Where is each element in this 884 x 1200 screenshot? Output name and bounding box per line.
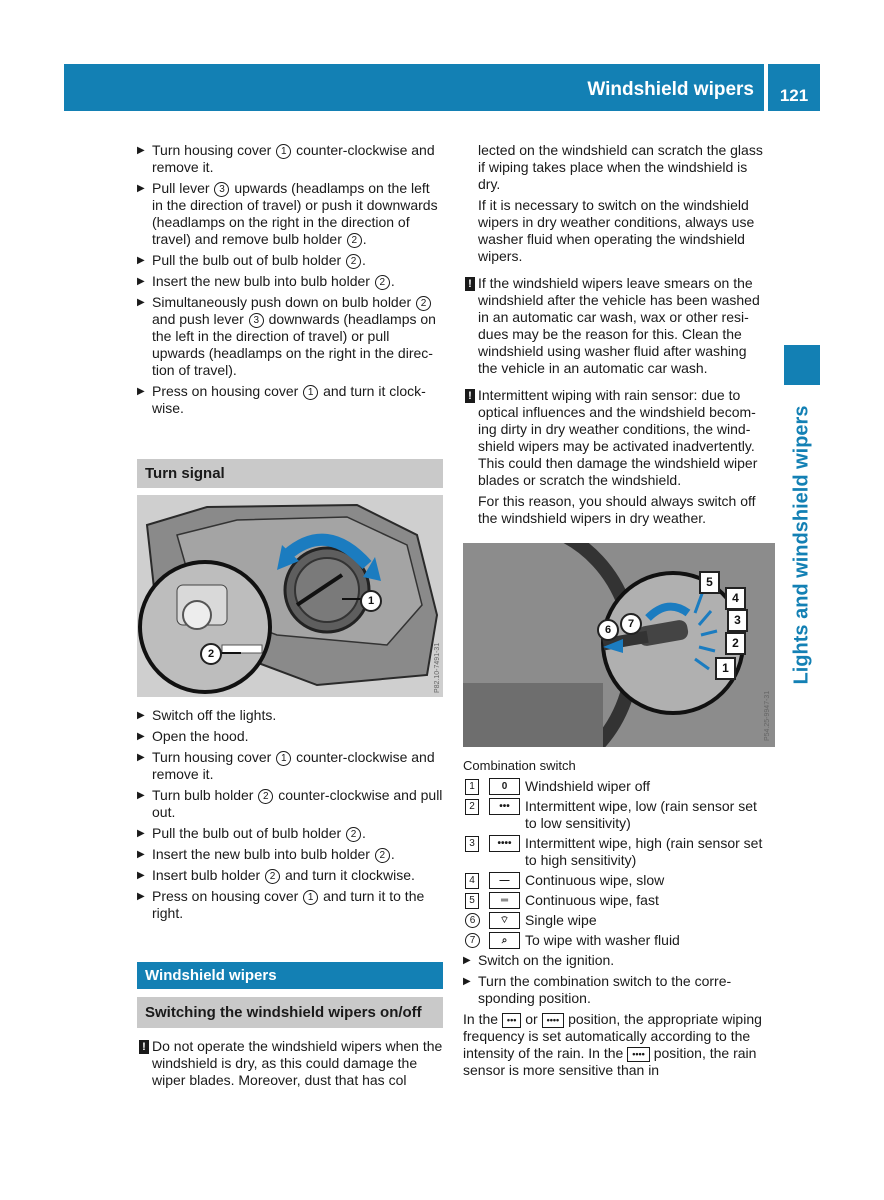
step-arrow-icon: ▶ <box>137 276 145 287</box>
instruction-step <box>137 867 443 884</box>
step-text: Switch on the ignition. <box>478 952 615 968</box>
callout-reference: 1 <box>303 890 318 905</box>
step-arrow-icon: ▶ <box>463 955 471 966</box>
instruction-step <box>137 383 443 417</box>
step-text: Pull lever <box>152 180 214 196</box>
legend-number: 6 <box>465 913 480 928</box>
legend-text: Intermittent wipe, low (rain sensor set to low sensitivity) <box>525 798 757 831</box>
steps-list-top <box>137 142 443 417</box>
step-arrow-icon: ▶ <box>463 976 471 987</box>
legend-item <box>463 932 769 949</box>
step-text: . <box>362 231 367 247</box>
legend-text: Intermittent wipe, high (rain sensor set to high sensitivity) <box>525 835 763 868</box>
callout-reference: 2 <box>346 827 361 842</box>
legend-number: 2 <box>465 799 479 815</box>
windshield-wipers-heading: Windshield wipers <box>137 962 443 989</box>
continued-paragraph: lected on the windshield can scratch the glass if wiping takes place when the windshield is dry. <box>478 142 763 192</box>
warning-icon: ! <box>139 1040 149 1054</box>
wiper-symbol-icon: ═ <box>489 892 520 909</box>
legend-text: Windshield wiper off <box>525 778 651 794</box>
legend-text: Continuous wipe, fast <box>525 892 659 908</box>
step-text: Insert the new bulb into bulb holder <box>152 273 374 289</box>
figure-callout: 2 <box>200 643 222 665</box>
step-text: Turn housing cover <box>152 142 276 158</box>
figure-callout: 6 <box>597 619 619 641</box>
callout-reference: 2 <box>258 789 273 804</box>
figure-callout: 5 <box>699 571 720 594</box>
wiper-symbol-icon: ⌔ <box>489 912 520 929</box>
step-text: Turn housing cover <box>152 749 276 765</box>
wiper-symbol-icon: 0 <box>489 778 520 795</box>
chapter-tab-label: Lights and windshield wipers <box>790 405 813 685</box>
step-text: upwards (headlamps on the left in the direction of travel) or push it downwards (headlamps on the right in the direction of travel) and remove bulb holder <box>152 180 438 247</box>
figure-code: P82.10-7491-31 <box>434 642 441 693</box>
paragraph-text: position, the rain sensor is more sensitive than in <box>463 1045 757 1078</box>
step-text: . <box>362 252 366 268</box>
step-text: Turn bulb holder <box>152 787 258 803</box>
step-text: . <box>390 846 395 862</box>
legend-item <box>463 912 769 929</box>
step-text: Insert bulb holder <box>152 867 265 883</box>
instruction-step <box>137 846 443 863</box>
figure-callout: 1 <box>360 590 382 612</box>
section-title: Windshield wipers <box>587 79 754 100</box>
legend-item <box>463 798 769 832</box>
legend-item <box>463 835 769 869</box>
figure-callout: 4 <box>725 587 746 610</box>
instruction-step <box>137 888 443 922</box>
legend-text: Single wipe <box>525 912 597 928</box>
step-text: . <box>390 273 395 289</box>
step-arrow-icon: ▶ <box>137 386 145 397</box>
wiper-symbol-icon: •••• <box>489 835 520 852</box>
step-text: counter-clockwise and remove it. <box>152 749 435 782</box>
instruction-step <box>137 180 443 248</box>
instruction-step <box>137 294 443 379</box>
wiper-symbol-icon: •••• <box>627 1047 650 1062</box>
legend-text: Continuous wipe, slow <box>525 872 665 888</box>
step-arrow-icon: ▶ <box>137 828 145 839</box>
figure-code: P54.25-9947-31 <box>764 690 771 741</box>
page-number: 121 <box>768 64 820 111</box>
header-bar <box>64 64 764 111</box>
instruction-step <box>137 728 443 745</box>
caution-note <box>463 275 769 377</box>
callout-reference: 1 <box>303 385 318 400</box>
instruction-step <box>137 252 443 269</box>
legend-list <box>463 778 769 949</box>
figure-callout: 3 <box>727 609 748 632</box>
paragraph: If it is necessary to switch on the windshield wipers in dry weather conditions, always use washer fluid when operating the windshield wipers. <box>478 197 755 264</box>
legend-number: 7 <box>465 933 480 948</box>
paragraph-text: In the <box>463 1011 502 1027</box>
step-text: and push lever <box>152 311 248 327</box>
step-arrow-icon: ▶ <box>137 297 145 308</box>
caution-note <box>463 387 769 489</box>
caution-note <box>137 1038 443 1089</box>
step-text: Insert the new bulb into bulb holder <box>152 846 374 862</box>
instruction-step <box>137 749 443 783</box>
step-text: counter-clockwise and pull out. <box>152 787 443 820</box>
callout-reference: 3 <box>249 313 264 328</box>
callout-reference: 2 <box>265 869 280 884</box>
step-text: Press on housing cover <box>152 888 303 904</box>
instruction-step <box>463 952 769 969</box>
step-text: Press on housing cover <box>152 383 303 399</box>
warning-icon: ! <box>465 389 475 403</box>
wiper-symbol-icon: ⌕ <box>489 932 520 949</box>
caution-text: Do not operate the windshield wipers when the windshield is dry, as this could damage the wiper blades. Moreover, dust that has col <box>152 1038 443 1088</box>
steps-list <box>463 952 769 1007</box>
step-text: Switch off the lights. <box>152 707 277 723</box>
legend-number: 5 <box>465 893 479 909</box>
step-text: Pull the bulb out of bulb holder <box>152 825 346 841</box>
step-arrow-icon: ▶ <box>137 145 145 156</box>
legend-item <box>463 778 769 795</box>
callout-reference: 1 <box>276 751 291 766</box>
figure-callout: 1 <box>715 657 736 680</box>
step-arrow-icon: ▶ <box>137 790 145 801</box>
step-arrow-icon: ▶ <box>137 255 145 266</box>
instruction-step <box>137 142 443 176</box>
instruction-step <box>137 825 443 842</box>
rain-sensor-paragraph <box>463 1011 769 1079</box>
legend-item <box>463 872 769 889</box>
step-arrow-icon: ▶ <box>137 731 145 742</box>
step-text: Open the hood. <box>152 728 249 744</box>
steps-list-bottom <box>137 707 443 922</box>
legend-number: 1 <box>465 779 479 795</box>
paragraph-text: position, the appropriate wiping frequency is set automatically according to the intensity of the rain. In the <box>463 1011 762 1061</box>
callout-reference: 2 <box>346 254 361 269</box>
figure-callout: 7 <box>620 613 642 635</box>
step-text: Turn the combination switch to the corresponding position. <box>478 973 732 1006</box>
warning-icon: ! <box>465 277 475 291</box>
step-arrow-icon: ▶ <box>137 849 145 860</box>
step-arrow-icon: ▶ <box>137 891 145 902</box>
combination-switch-figure <box>463 543 775 747</box>
instruction-step <box>463 973 769 1007</box>
legend-number: 4 <box>465 873 479 889</box>
chapter-tab <box>784 345 820 385</box>
instruction-step <box>137 787 443 821</box>
step-text: downwards (headlamps on the left in the direction of travel) or pull upwards (headlamps on the right in the direction of travel). <box>152 311 436 378</box>
step-arrow-icon: ▶ <box>137 870 145 881</box>
legend-item <box>463 892 769 909</box>
wiper-symbol-icon: ••• <box>489 798 520 815</box>
step-text: Simultaneously push down on bulb holder <box>152 294 416 310</box>
right-column <box>463 142 769 1079</box>
step-text: and turn it to the right. <box>152 888 425 921</box>
callout-reference: 2 <box>375 275 390 290</box>
caution-text: Intermittent wiping with rain sensor: due to optical influences and the windshield becoming dirty in dry weather conditions, the windshield wipers may be activated inadvertently. This could then damage the windshield wiper blades or scratch the windshield. <box>478 387 758 488</box>
turn-signal-heading: Turn signal <box>137 459 443 488</box>
paragraph: For this reason, you should always switch off the windshield wipers in dry weather. <box>478 493 756 526</box>
callout-reference: 3 <box>214 182 229 197</box>
callout-reference: 2 <box>375 848 390 863</box>
legend-number: 3 <box>465 836 479 852</box>
wiper-symbol-icon: •••• <box>542 1013 565 1028</box>
step-text: Pull the bulb out of bulb holder <box>152 252 346 268</box>
paragraph-text: or <box>521 1011 542 1027</box>
step-arrow-icon: ▶ <box>137 710 145 721</box>
figure-callout: 2 <box>725 632 746 655</box>
wiper-symbol-icon: ••• <box>502 1013 521 1028</box>
instruction-step <box>137 273 443 290</box>
turn-signal-figure <box>137 495 443 697</box>
left-column <box>137 142 443 1093</box>
switching-wipers-heading: Switching the windshield wipers on/off <box>137 997 443 1028</box>
callout-reference: 2 <box>416 296 431 311</box>
headlamp-illustration <box>137 495 443 697</box>
callout-reference: 2 <box>347 233 362 248</box>
figure-caption: Combination switch <box>463 758 576 773</box>
callout-reference: 1 <box>276 144 291 159</box>
caution-text: If the windshield wipers leave smears on the windshield after the vehicle has been washed in an automatic car wash, wax or other residues may be the reason for this. Clean the windshield using washer fluid after washing the vehicle in an automatic car wash. <box>478 275 760 376</box>
step-arrow-icon: ▶ <box>137 183 145 194</box>
step-text: and turn it clockwise. <box>281 867 415 883</box>
legend-text: To wipe with washer fluid <box>525 932 680 948</box>
step-arrow-icon: ▶ <box>137 752 145 763</box>
instruction-step <box>137 707 443 724</box>
step-text: counter-clockwise and remove it. <box>152 142 435 175</box>
wiper-symbol-icon: — <box>489 872 520 889</box>
step-text: and turn it clockwise. <box>152 383 426 416</box>
step-text: . <box>362 825 366 841</box>
